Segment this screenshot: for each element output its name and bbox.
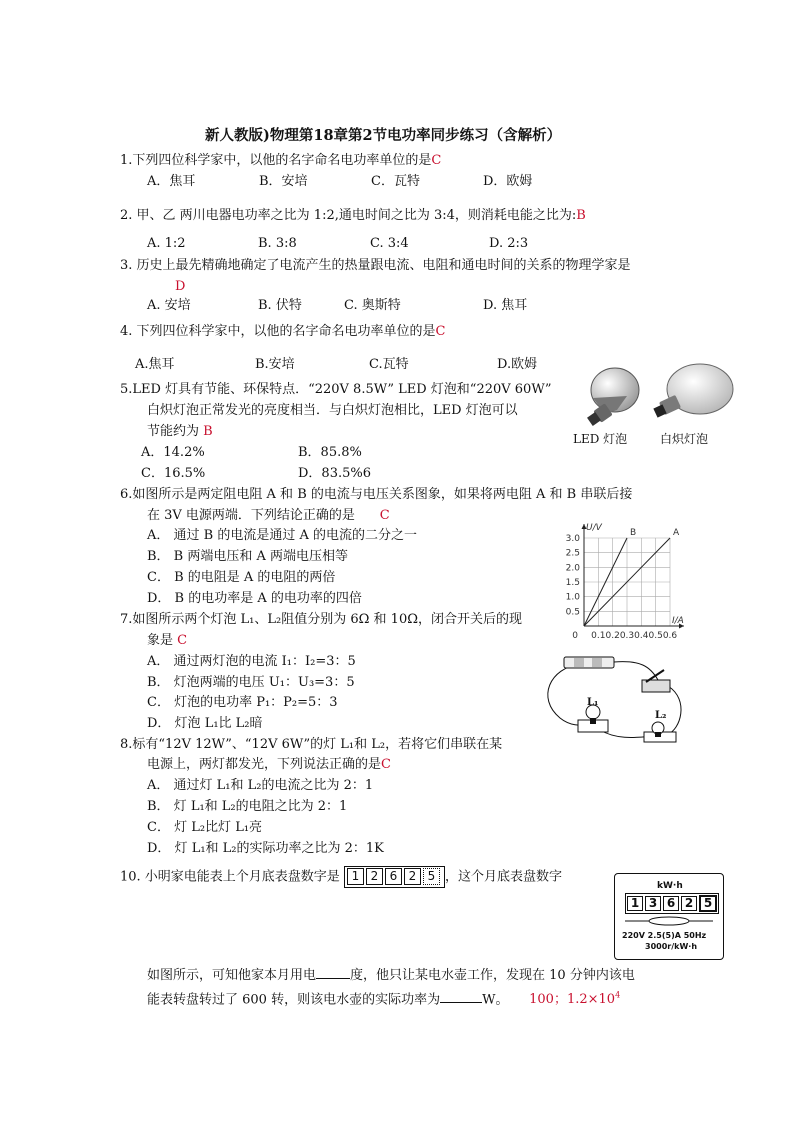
electric-meter-figure [614,873,724,960]
question-7-line2 [147,632,187,650]
series-label-b: B [630,528,637,538]
question-stem: 象是 [147,633,174,648]
l1-label: L₁ [587,697,599,708]
digit: 5 [423,868,440,885]
question-5-line3 [147,423,213,441]
y-tick-label: 1.5 [565,578,580,588]
digit: 2 [681,896,697,911]
digit: 1 [347,868,364,885]
question-2 [120,207,586,225]
bulb-l1-icon [578,705,608,732]
option-d: D．83.5%6 [298,466,371,481]
question-10-line2 [147,964,635,985]
question-stem: 1.下列四位科学家中，以他的名字命名电功率单位的是 [120,153,432,168]
question-text: W。 [482,992,509,1008]
switch-icon [642,670,670,692]
option-a: A．14.2% [141,445,205,460]
option-d: D.欧姆 [497,357,538,372]
x-axis-label: I/A [672,616,684,626]
battery-icon [564,657,614,668]
option-d: D．欧姆 [483,174,533,189]
question-4 [120,323,446,341]
l2-label: L₂ [655,710,667,721]
blank-kwh [316,964,350,979]
x-tick-label: 0.1 [591,631,606,641]
question-6-line1: 6.如图所示是两定阻电阻 A 和 B 的电流与电压关系图象，如果将两电阻 A 和 B 串联后接 [120,487,633,502]
option-c: C.瓦特 [369,357,409,372]
answer: D [175,279,186,294]
option-a: A．焦耳 [147,174,196,189]
option-a: A． 通过两灯泡的电流 I₁：I₂=3：5 [147,654,356,669]
question-stem: 电源上，两灯都发光，下列说法正确的是 [147,757,382,772]
u-i-chart [546,520,696,644]
answer: B [576,208,586,223]
option-b: B． 灯泡两端的电压 U₁：U₃=3：5 [147,675,355,690]
series-label-a: A [673,528,680,538]
option-a: A.焦耳 [135,357,175,372]
option-c: C． 灯 L₂比灯 L₁亮 [147,820,263,835]
option-a: A． 通过灯 L₁和 L₂的电流之比为 2：1 [147,778,374,793]
option-c: C．16.5% [141,466,206,481]
answer: C [381,757,391,772]
last-month-meter-digits [344,866,445,888]
option-c: C. 奥斯特 [344,298,401,313]
answer: C [435,324,446,339]
question-stem: 节能约为 [147,424,200,439]
x-tick-label: 0.2 [605,631,620,641]
led-bulb-icon [587,368,639,426]
question-stem: 10. 小明家电能表上个月底表盘数字是 [120,869,340,885]
option-b: B. 3:8 [258,236,297,251]
blank-power [440,988,482,1003]
option-c: C. 3:4 [370,236,409,251]
digit: 1 [627,896,643,911]
incandescent-bulb-icon [653,364,733,418]
option-b: B. 伏特 [258,298,302,313]
option-c: C． B 的电阻是 A 的电阻的两倍 [147,570,336,585]
circuit-figure [540,652,696,744]
y-tick-label: 2.5 [565,548,580,559]
option-d: D. 焦耳 [483,298,528,313]
meter-rate: 3000r/kW·h [645,942,698,951]
meter-disc-icon [623,914,715,928]
y-tick-label: 3.0 [565,534,580,544]
answer: C [431,153,442,168]
led-bulb-label: LED 灯泡 [573,432,628,446]
option-d: D． 灯泡 L₁比 L₂暗 [147,716,263,731]
answer: C [379,508,390,523]
answer: C [177,633,188,648]
option-d: D． B 的电功率是 A 的电功率的四倍 [147,591,362,606]
question-5-line1: 5.LED 灯具有节能、环保特点．“220V 8.5W” LED 灯泡和“220V 60W” [120,382,552,397]
x-tick-label: 0.5 [648,631,663,641]
question-stem: 在 3V 电源两端．下列结论正确的是 [147,508,355,523]
y-tick-label: 0.5 [565,607,580,618]
option-d: D． 灯 L₁和 L₂的实际功率之比为 2：1K [147,841,384,856]
y-tick-label: 1.0 [565,592,580,603]
question-10-line3 [147,987,620,1009]
question-text: 如图所示，可知他家本月用电 [147,968,317,983]
x-tick-label: 0.4 [634,631,649,641]
option-b: B． B 两端电压和 A 两端电压相等 [147,549,349,564]
digit: 5 [699,895,717,912]
meter-unit: kW·h [657,881,683,891]
origin-label: 0 [572,631,578,641]
question-1 [120,152,441,170]
answer: B [203,424,213,439]
question-7-line1: 7.如图所示两个灯泡 L₁、L₂阻值分别为 6Ω 和 10Ω，闭合开关后的现 [120,612,522,627]
question-stem: 4. 下列四位科学家中，以他的名字命名电功率单位的是 [120,324,436,339]
digit: 6 [663,896,679,911]
option-d: D. 2:3 [489,236,529,251]
question-10-line1 [120,866,562,888]
question-text: 度，他只让某电水壶工作，发现在 10 分钟内该电 [350,968,635,983]
digit: 3 [645,896,661,911]
option-b: B.安培 [255,357,295,372]
option-a: A. 安培 [147,298,191,313]
option-b: B．85.8% [298,445,362,460]
incandescent-bulb-label: 白炽灯泡 [660,432,709,446]
question-8-line2 [147,756,391,774]
meter-digits [625,893,719,914]
digit: 2 [366,868,383,885]
meter-spec: 220V 2.5(5)A 50Hz [622,931,707,940]
question-stem: 2. 甲、乙 两川电器电功率之比为 1:2,通电时间之比为 3:4，则消耗电能之比为: [120,208,577,223]
option-c: C．瓦特 [371,174,420,189]
question-5-line2: 白炽灯泡正常发光的亮度相当．与白炽灯泡相比，LED 灯泡可以 [147,403,518,418]
bulb-l2-icon [644,722,676,742]
y-axis-label: U/V [586,523,602,533]
question-8-line1: 8.标有“12V 12W”、“12V 6W”的灯 L₁和 L₂，若将它们串联在某 [120,737,503,752]
question-3: 3. 历史上最先精确地确定了电流产生的热量跟电流、电阻和通电时间的关系的物理学家是 [120,258,631,273]
x-tick-label: 0.3 [619,631,635,641]
question-stem-suffix: ，这个月底表盘数字 [444,869,562,885]
page-title: 新人教版)物理第18章第2节电功率同步练习（含解析） [205,127,562,144]
question-text: 能表转盘转过了 600 转，则该电水壶的实际功率为 [147,992,441,1008]
option-b: B．安培 [259,174,308,189]
answer: 100；$1.2\times 10^4$ [529,991,621,1008]
digit: 2 [404,868,421,885]
y-tick-label: 2.0 [565,563,580,574]
option-a: A． 通过 B 的电流是通过 A 的电流的二分之一 [147,528,417,543]
digit: 6 [385,868,402,885]
option-a: A. 1:2 [147,236,186,251]
question-6-line2 [147,507,390,525]
option-c: C． 灯泡的电功率 P₁：P₂=5：3 [147,695,338,710]
option-b: B． 灯 L₁和 L₂的电阻之比为 2：1 [147,799,348,814]
x-tick-label: 0.6 [662,631,678,641]
